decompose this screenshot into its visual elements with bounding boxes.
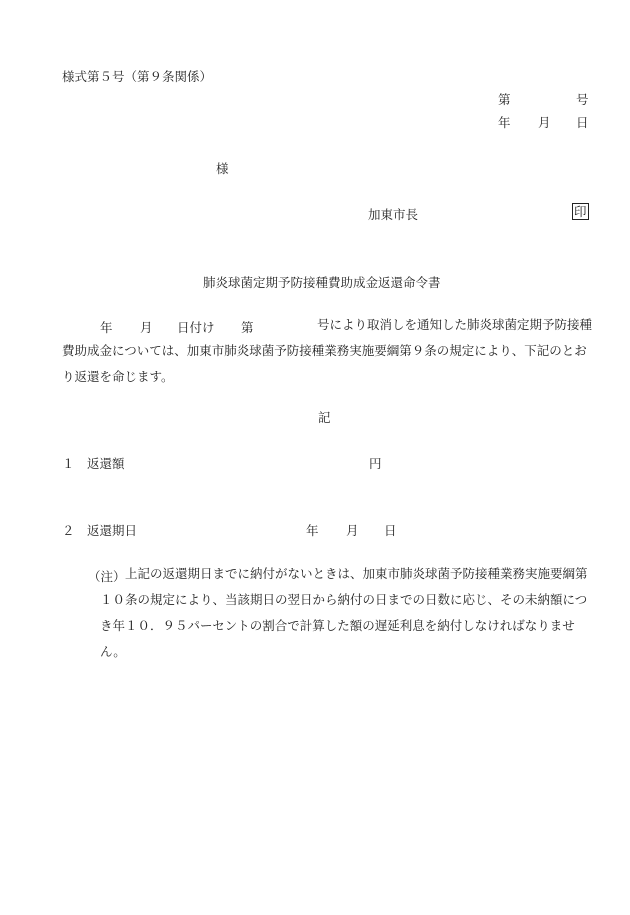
doc-date-month: 月 [538, 115, 551, 130]
seal-mark: 印 [574, 204, 587, 219]
doc-number-prefix: 第 [498, 92, 511, 107]
doc-date-year: 年 [498, 115, 511, 130]
body-paragraph: 号により取消しを通知した肺炎球菌定期予防接種費助成金については、加東市肺炎球菌予防接種業務実施要綱第９条の規定により、下記のとおり返還を命じます。 [62, 317, 593, 384]
document-title: 肺炎球菌定期予防接種費助成金返還命令書 [203, 275, 441, 290]
item-2-month: 月 [346, 523, 359, 538]
doc-number-suffix: 号 [576, 92, 589, 107]
body-no-prefix: 第 [241, 320, 254, 335]
ki-heading: 記 [318, 410, 331, 425]
doc-date-day: 日 [576, 115, 589, 130]
item-1-number: １ [62, 456, 75, 471]
item-2-label: 返還期日 [87, 523, 138, 538]
note-prefix: （注） [88, 569, 126, 584]
recipient-suffix: 様 [216, 161, 229, 176]
item-1-label: 返還額 [87, 456, 125, 471]
issuer-name: 加東市長 [368, 207, 419, 222]
body-day: 日付け [177, 320, 215, 335]
form-label: 様式第５号（第９条関係） [62, 69, 213, 84]
item-2-number: ２ [62, 523, 75, 538]
item-2-day: 日 [384, 523, 397, 538]
note-text: 上記の返還期日までに納付がないときは、加東市肺炎球菌予防接種業務実施要綱第１０条の規定により、当該期日の翌日から納付の日までの日数に応じ、その未納額につき年１０．９５パーセントの割合で計算した額の遅延利息を納付しなければなりません。 [100, 566, 588, 659]
item-2-year: 年 [306, 523, 319, 538]
item-1-unit: 円 [369, 456, 382, 471]
body-year: 年 [100, 320, 113, 335]
body-month: 月 [140, 320, 153, 335]
